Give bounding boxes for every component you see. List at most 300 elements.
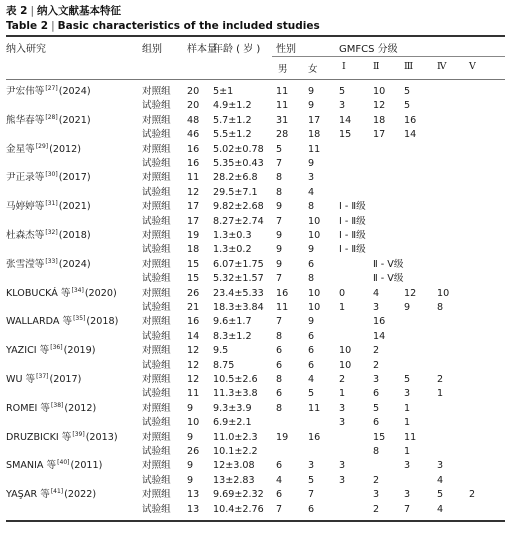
age-cell: 1.3±0.2 (213, 244, 252, 256)
age-cell: 10.1±2.2 (213, 446, 258, 457)
sample-size-cell: 12 (187, 374, 200, 385)
age-cell: 9.5 (213, 345, 229, 357)
study-reference: [32] (45, 229, 58, 236)
study-reference: [34] (71, 286, 84, 294)
sample-size-cell: 13 (187, 489, 200, 501)
sample-size-cell: 9 (187, 431, 194, 443)
study-reference: [33] (45, 257, 58, 265)
study-reference: [35] (73, 315, 86, 323)
gmfcs-2-cell: Ⅱ - Ⅴ级 (373, 258, 404, 270)
female-count-cell: 7 (308, 489, 315, 501)
gmfcs-1-cell: Ⅰ - Ⅱ级 (339, 201, 366, 213)
group-cell: 对照组 (142, 374, 171, 385)
female-count-cell: 10 (308, 215, 321, 227)
sample-size-cell: 9 (187, 474, 194, 486)
gmfcs-1-cell: 14 (339, 114, 352, 126)
male-count-cell: 9 (276, 258, 283, 270)
study-year: (2022) (64, 489, 97, 501)
header-sub-rule (272, 56, 505, 57)
group-cell: 试验组 (142, 503, 171, 515)
group-cell: 对照组 (142, 431, 171, 443)
study-reference: [41] (50, 488, 64, 496)
sample-size-cell: 9 (187, 402, 194, 414)
male-count-cell: 11 (276, 100, 289, 112)
gmfcs-4-cell: 10 (437, 287, 450, 299)
study-author: KLOBUCKÁ 等 (6, 287, 71, 299)
male-count-cell: 7 (276, 316, 283, 328)
age-cell: 11.0±2.3 (213, 431, 258, 443)
male-count-cell: 8 (276, 330, 283, 342)
group-cell: 对照组 (142, 287, 171, 299)
male-count-cell: 8 (276, 374, 283, 385)
table-row (0, 171, 511, 185)
study-reference: [36] (50, 344, 63, 352)
female-count-cell: 11 (308, 143, 321, 155)
male-count-cell: 11 (276, 302, 289, 313)
gmfcs-1-cell: 3 (339, 402, 346, 414)
gmfcs-4-cell: 3 (437, 460, 444, 472)
age-cell: 28.2±6.8 (213, 172, 258, 184)
sample-size-cell: 15 (187, 273, 200, 285)
table-row (0, 387, 511, 401)
gmfcs-2-cell: 2 (373, 503, 380, 515)
study-author: ROMEI 等 (6, 402, 51, 414)
gmfcs-2-cell: 17 (373, 129, 386, 141)
header-sample-size: 样本量 (187, 44, 217, 55)
study-name-cell (6, 258, 91, 272)
female-count-cell: 6 (308, 330, 315, 342)
study-year: (2019) (63, 345, 96, 357)
age-cell: 8.75 (213, 359, 235, 371)
sample-size-cell: 12 (187, 186, 200, 198)
sample-size-cell: 20 (187, 100, 200, 112)
gmfcs-2-cell: 8 (373, 446, 380, 457)
study-name-cell (6, 431, 118, 445)
group-cell: 对照组 (142, 345, 171, 357)
table-label-en: Table 2 (6, 20, 49, 32)
gmfcs-2-cell: 3 (373, 374, 380, 385)
study-author: DRUZBICKI 等 (6, 431, 72, 443)
gmfcs-2-cell: 6 (373, 417, 380, 429)
study-year: (2020) (84, 287, 117, 299)
age-cell: 6.07±1.75 (213, 258, 264, 270)
header-bottom-rule (6, 79, 505, 80)
age-cell: 29.5±7.1 (213, 186, 258, 198)
gmfcs-2-cell: 16 (373, 316, 386, 328)
female-count-cell: 6 (308, 345, 315, 357)
table-row (0, 272, 511, 286)
table-row (0, 488, 511, 502)
sample-size-cell: 11 (187, 388, 200, 400)
header-gmfcs: GMFCS 分级 (339, 44, 398, 55)
study-author: WALLARDA 等 (6, 316, 73, 328)
female-count-cell: 9 (308, 316, 315, 328)
group-cell: 试验组 (142, 417, 171, 429)
header-sex: 性别 (276, 44, 296, 55)
header-gmfcs-level-4: Ⅳ (437, 61, 447, 72)
group-cell: 对照组 (142, 172, 171, 184)
age-cell: 9.82±2.68 (213, 201, 264, 213)
group-cell: 对照组 (142, 489, 171, 501)
table-row (0, 344, 511, 358)
gmfcs-4-cell: 4 (437, 474, 444, 486)
gmfcs-4-cell: 5 (437, 489, 444, 501)
gmfcs-3-cell: 1 (404, 446, 411, 457)
table-row (0, 373, 511, 387)
female-count-cell: 4 (308, 374, 315, 385)
gmfcs-2-cell: 2 (373, 345, 380, 357)
gmfcs-1-cell: 3 (339, 474, 346, 486)
study-author: 张雪滢等 (6, 258, 45, 270)
gmfcs-2-cell: 6 (373, 388, 380, 400)
header-gmfcs-level-3: Ⅲ (404, 61, 414, 72)
gmfcs-5-cell: 2 (469, 489, 476, 501)
age-cell: 12±3.08 (213, 460, 255, 472)
table-row (0, 416, 511, 430)
male-count-cell: 4 (276, 474, 283, 486)
gmfcs-1-cell: 1 (339, 302, 346, 313)
sample-size-cell: 18 (187, 244, 200, 256)
sample-size-cell: 26 (187, 446, 200, 457)
study-reference: [38] (51, 401, 64, 409)
group-cell: 对照组 (142, 230, 171, 241)
male-count-cell: 6 (276, 460, 283, 472)
study-author: SMANIA 等 (6, 460, 57, 472)
table-title-en: Basic characteristics of the included studies (57, 20, 320, 32)
header-group: 组别 (142, 44, 162, 55)
group-cell: 试验组 (142, 474, 171, 486)
table-row (0, 128, 511, 142)
study-author: 金星等 (6, 143, 35, 155)
group-cell: 对照组 (142, 460, 171, 472)
study-name-cell (6, 85, 91, 99)
gmfcs-3-cell: 16 (404, 114, 417, 126)
gmfcs-1-cell: 3 (339, 100, 346, 112)
study-name-cell (6, 287, 117, 301)
sample-size-cell: 20 (187, 86, 200, 97)
gmfcs-1-cell: 3 (339, 460, 346, 472)
group-cell: 对照组 (142, 402, 171, 414)
table-caption-en: Table 2 | Basic characteristics of the included studies (6, 20, 320, 32)
sample-size-cell: 13 (187, 503, 200, 515)
age-cell: 5.5±1.2 (213, 129, 252, 141)
female-count-cell: 4 (308, 186, 315, 198)
sample-size-cell: 48 (187, 114, 200, 126)
study-name-cell (6, 200, 91, 214)
group-cell: 试验组 (142, 273, 171, 285)
group-cell: 试验组 (142, 302, 171, 313)
table-top-rule (6, 35, 505, 37)
study-name-cell (6, 373, 81, 387)
study-year: (2017) (49, 374, 82, 385)
female-count-cell: 9 (308, 244, 315, 256)
table-row (0, 359, 511, 373)
male-count-cell: 6 (276, 359, 283, 371)
study-name-cell (6, 114, 91, 128)
sample-size-cell: 16 (187, 158, 200, 169)
header-gmfcs-level-5: Ⅴ (469, 61, 476, 72)
study-author: 马婷婷等 (6, 201, 45, 213)
age-cell: 10.5±2.6 (213, 374, 258, 385)
gmfcs-3-cell: 3 (404, 489, 411, 501)
gmfcs-2-cell: 3 (373, 489, 380, 501)
female-count-cell: 6 (308, 359, 315, 371)
group-cell: 对照组 (142, 201, 171, 213)
gmfcs-1-cell: 15 (339, 129, 352, 141)
gmfcs-2-cell: 18 (373, 114, 386, 126)
male-count-cell: 9 (276, 230, 283, 241)
group-cell: 试验组 (142, 330, 171, 342)
male-count-cell: 7 (276, 215, 283, 227)
study-name-cell (6, 143, 81, 157)
sample-size-cell: 12 (187, 345, 200, 357)
gmfcs-1-cell: Ⅰ - Ⅱ级 (339, 244, 366, 256)
group-cell: 对照组 (142, 143, 171, 155)
age-cell: 5.02±0.78 (213, 143, 264, 155)
age-cell: 8.27±2.74 (213, 215, 264, 227)
study-year: (2018) (58, 230, 91, 241)
group-cell: 对照组 (142, 258, 171, 270)
gmfcs-3-cell: 11 (404, 431, 417, 443)
table-row (0, 431, 511, 445)
group-cell: 试验组 (142, 446, 171, 457)
table-row (0, 143, 511, 157)
sample-size-cell: 46 (187, 129, 200, 141)
study-reference: [27] (45, 85, 58, 92)
study-year: (2018) (86, 316, 119, 328)
male-count-cell: 8 (276, 402, 283, 414)
study-author: YAZICI 等 (6, 345, 50, 357)
gmfcs-1-cell: 10 (339, 345, 352, 357)
study-author: WU 等 (6, 374, 36, 385)
male-count-cell: 7 (276, 503, 283, 515)
study-author: 熊华春等 (6, 114, 45, 126)
study-reference: [31] (45, 200, 58, 208)
study-name-cell (6, 315, 118, 329)
table-row (0, 186, 511, 200)
study-name-cell (6, 459, 102, 473)
gmfcs-1-cell: 2 (339, 374, 346, 385)
age-cell: 9.6±1.7 (213, 316, 252, 328)
gmfcs-2-cell: 2 (373, 359, 380, 371)
female-count-cell: 10 (308, 302, 321, 313)
female-count-cell: 9 (308, 100, 315, 112)
header-male: 男 (278, 64, 288, 75)
study-reference: [30] (45, 171, 58, 179)
sample-size-cell: 15 (187, 258, 200, 270)
male-count-cell: 8 (276, 172, 283, 184)
gmfcs-2-cell: 10 (373, 86, 386, 97)
study-name-cell (6, 402, 96, 416)
table-row (0, 445, 511, 459)
study-name-cell (6, 344, 96, 358)
female-count-cell: 9 (308, 158, 315, 169)
study-year: (2012) (64, 402, 97, 414)
table-row (0, 287, 511, 301)
study-reference: [37] (36, 373, 49, 380)
gmfcs-4-cell: 8 (437, 302, 444, 313)
age-cell: 9.3±3.9 (213, 402, 252, 414)
table-row (0, 85, 511, 99)
group-cell: 试验组 (142, 359, 171, 371)
gmfcs-3-cell: 9 (404, 302, 411, 313)
table-row (0, 200, 511, 214)
gmfcs-3-cell: 3 (404, 388, 411, 400)
age-cell: 9.69±2.32 (213, 489, 264, 501)
gmfcs-2-cell: 14 (373, 330, 386, 342)
table-row (0, 99, 511, 113)
table-row (0, 243, 511, 257)
group-cell: 试验组 (142, 388, 171, 400)
header-female: 女 (308, 64, 318, 75)
study-author: 杜森杰等 (6, 230, 45, 241)
table-caption-zh: 表 2 | 纳入文献基本特征 (6, 5, 122, 17)
gmfcs-3-cell: 7 (404, 503, 411, 515)
age-cell: 10.4±2.76 (213, 503, 264, 515)
gmfcs-3-cell: 1 (404, 417, 411, 429)
age-cell: 13±2.83 (213, 474, 255, 486)
table-row (0, 258, 511, 272)
gmfcs-1-cell: 1 (339, 388, 346, 400)
sample-size-cell: 12 (187, 359, 200, 371)
gmfcs-1-cell: 5 (339, 86, 346, 97)
gmfcs-2-cell: 2 (373, 474, 380, 486)
male-count-cell: 6 (276, 489, 283, 501)
sample-size-cell: 17 (187, 215, 200, 227)
table-bottom-rule (6, 520, 505, 522)
male-count-cell: 9 (276, 244, 283, 256)
age-cell: 5.32±1.57 (213, 273, 264, 285)
gmfcs-2-cell: 15 (373, 431, 386, 443)
sample-size-cell: 21 (187, 302, 200, 313)
study-author: 尹正录等 (6, 172, 45, 184)
male-count-cell: 9 (276, 201, 283, 213)
group-cell: 对照组 (142, 86, 171, 97)
male-count-cell: 19 (276, 431, 289, 443)
female-count-cell: 6 (308, 258, 315, 270)
gmfcs-3-cell: 5 (404, 100, 411, 112)
female-count-cell: 17 (308, 114, 321, 126)
gmfcs-2-cell: 12 (373, 100, 386, 112)
female-count-cell: 8 (308, 201, 315, 213)
sample-size-cell: 19 (187, 230, 200, 241)
group-cell: 试验组 (142, 100, 171, 112)
study-year: (2024) (58, 86, 91, 97)
study-reference: [28] (45, 113, 58, 121)
age-cell: 1.3±0.3 (213, 230, 252, 241)
gmfcs-3-cell: 3 (404, 460, 411, 472)
age-cell: 8.3±1.2 (213, 330, 252, 342)
header-study: 纳入研究 (6, 44, 46, 55)
female-count-cell: 3 (308, 172, 315, 184)
table-row (0, 459, 511, 473)
group-cell: 试验组 (142, 244, 171, 256)
group-cell: 试验组 (142, 158, 171, 169)
header-gmfcs-level-2: Ⅱ (373, 61, 380, 72)
sample-size-cell: 11 (187, 172, 200, 184)
gmfcs-2-cell: 3 (373, 302, 380, 313)
gmfcs-4-cell: 4 (437, 503, 444, 515)
table-row (0, 229, 511, 243)
study-author: YAŞAR 等 (6, 489, 50, 501)
age-cell: 5.35±0.43 (213, 158, 264, 169)
female-count-cell: 18 (308, 129, 321, 141)
gmfcs-3-cell: 14 (404, 129, 417, 141)
male-count-cell: 6 (276, 388, 283, 400)
age-cell: 23.4±5.33 (213, 287, 264, 299)
age-cell: 6.9±2.1 (213, 417, 252, 429)
gmfcs-1-cell: 3 (339, 417, 346, 429)
study-name-cell (6, 171, 91, 185)
male-count-cell: 7 (276, 158, 283, 169)
sample-size-cell: 14 (187, 330, 200, 342)
header-age: 年龄 ( 岁 ) (213, 44, 261, 55)
sample-size-cell: 16 (187, 143, 200, 155)
male-count-cell: 31 (276, 114, 289, 126)
female-count-cell: 6 (308, 503, 315, 515)
female-count-cell: 8 (308, 273, 315, 285)
male-count-cell: 11 (276, 86, 289, 97)
group-cell: 对照组 (142, 316, 171, 328)
study-name-cell (6, 488, 96, 502)
female-count-cell: 16 (308, 431, 321, 443)
female-count-cell: 5 (308, 388, 315, 400)
female-count-cell: 10 (308, 287, 321, 299)
sample-size-cell: 9 (187, 460, 194, 472)
female-count-cell: 3 (308, 460, 315, 472)
female-count-cell: 11 (308, 402, 321, 414)
age-cell: 4.9±1.2 (213, 100, 252, 112)
age-cell: 5.7±1.2 (213, 114, 252, 126)
table-row (0, 157, 511, 171)
gmfcs-1-cell: Ⅰ - Ⅱ级 (339, 215, 366, 227)
study-year: (2013) (85, 431, 118, 443)
age-cell: 11.3±3.8 (213, 388, 258, 400)
table-row (0, 402, 511, 416)
header-gmfcs-level-1: Ⅰ (342, 61, 346, 72)
age-cell: 18.3±3.84 (213, 302, 264, 313)
male-count-cell: 7 (276, 273, 283, 285)
gmfcs-3-cell: 1 (404, 402, 411, 414)
study-reference: [29] (35, 142, 49, 150)
group-cell: 试验组 (142, 129, 171, 141)
male-count-cell: 5 (276, 143, 283, 155)
table-row (0, 315, 511, 329)
table-row (0, 215, 511, 229)
table-title-zh: 纳入文献基本特征 (37, 5, 122, 17)
age-cell: 5±1 (213, 86, 234, 97)
study-year: (2012) (49, 143, 82, 155)
study-reference: [39] (72, 430, 85, 438)
gmfcs-2-cell: 5 (373, 402, 380, 414)
male-count-cell: 8 (276, 186, 283, 198)
gmfcs-4-cell: 2 (437, 374, 444, 385)
gmfcs-3-cell: 12 (404, 287, 417, 299)
male-count-cell: 28 (276, 129, 289, 141)
male-count-cell: 6 (276, 345, 283, 357)
study-name-cell (6, 229, 91, 243)
table-label-zh: 表 2 (6, 5, 28, 17)
table-row (0, 301, 511, 315)
study-year: (2011) (70, 460, 103, 472)
sample-size-cell: 26 (187, 287, 200, 299)
study-year: (2024) (58, 258, 91, 270)
gmfcs-4-cell: 1 (437, 388, 444, 400)
table-row (0, 474, 511, 488)
gmfcs-2-cell: Ⅱ - Ⅴ级 (373, 273, 404, 285)
study-year: (2021) (58, 114, 91, 126)
sample-size-cell: 16 (187, 316, 200, 328)
